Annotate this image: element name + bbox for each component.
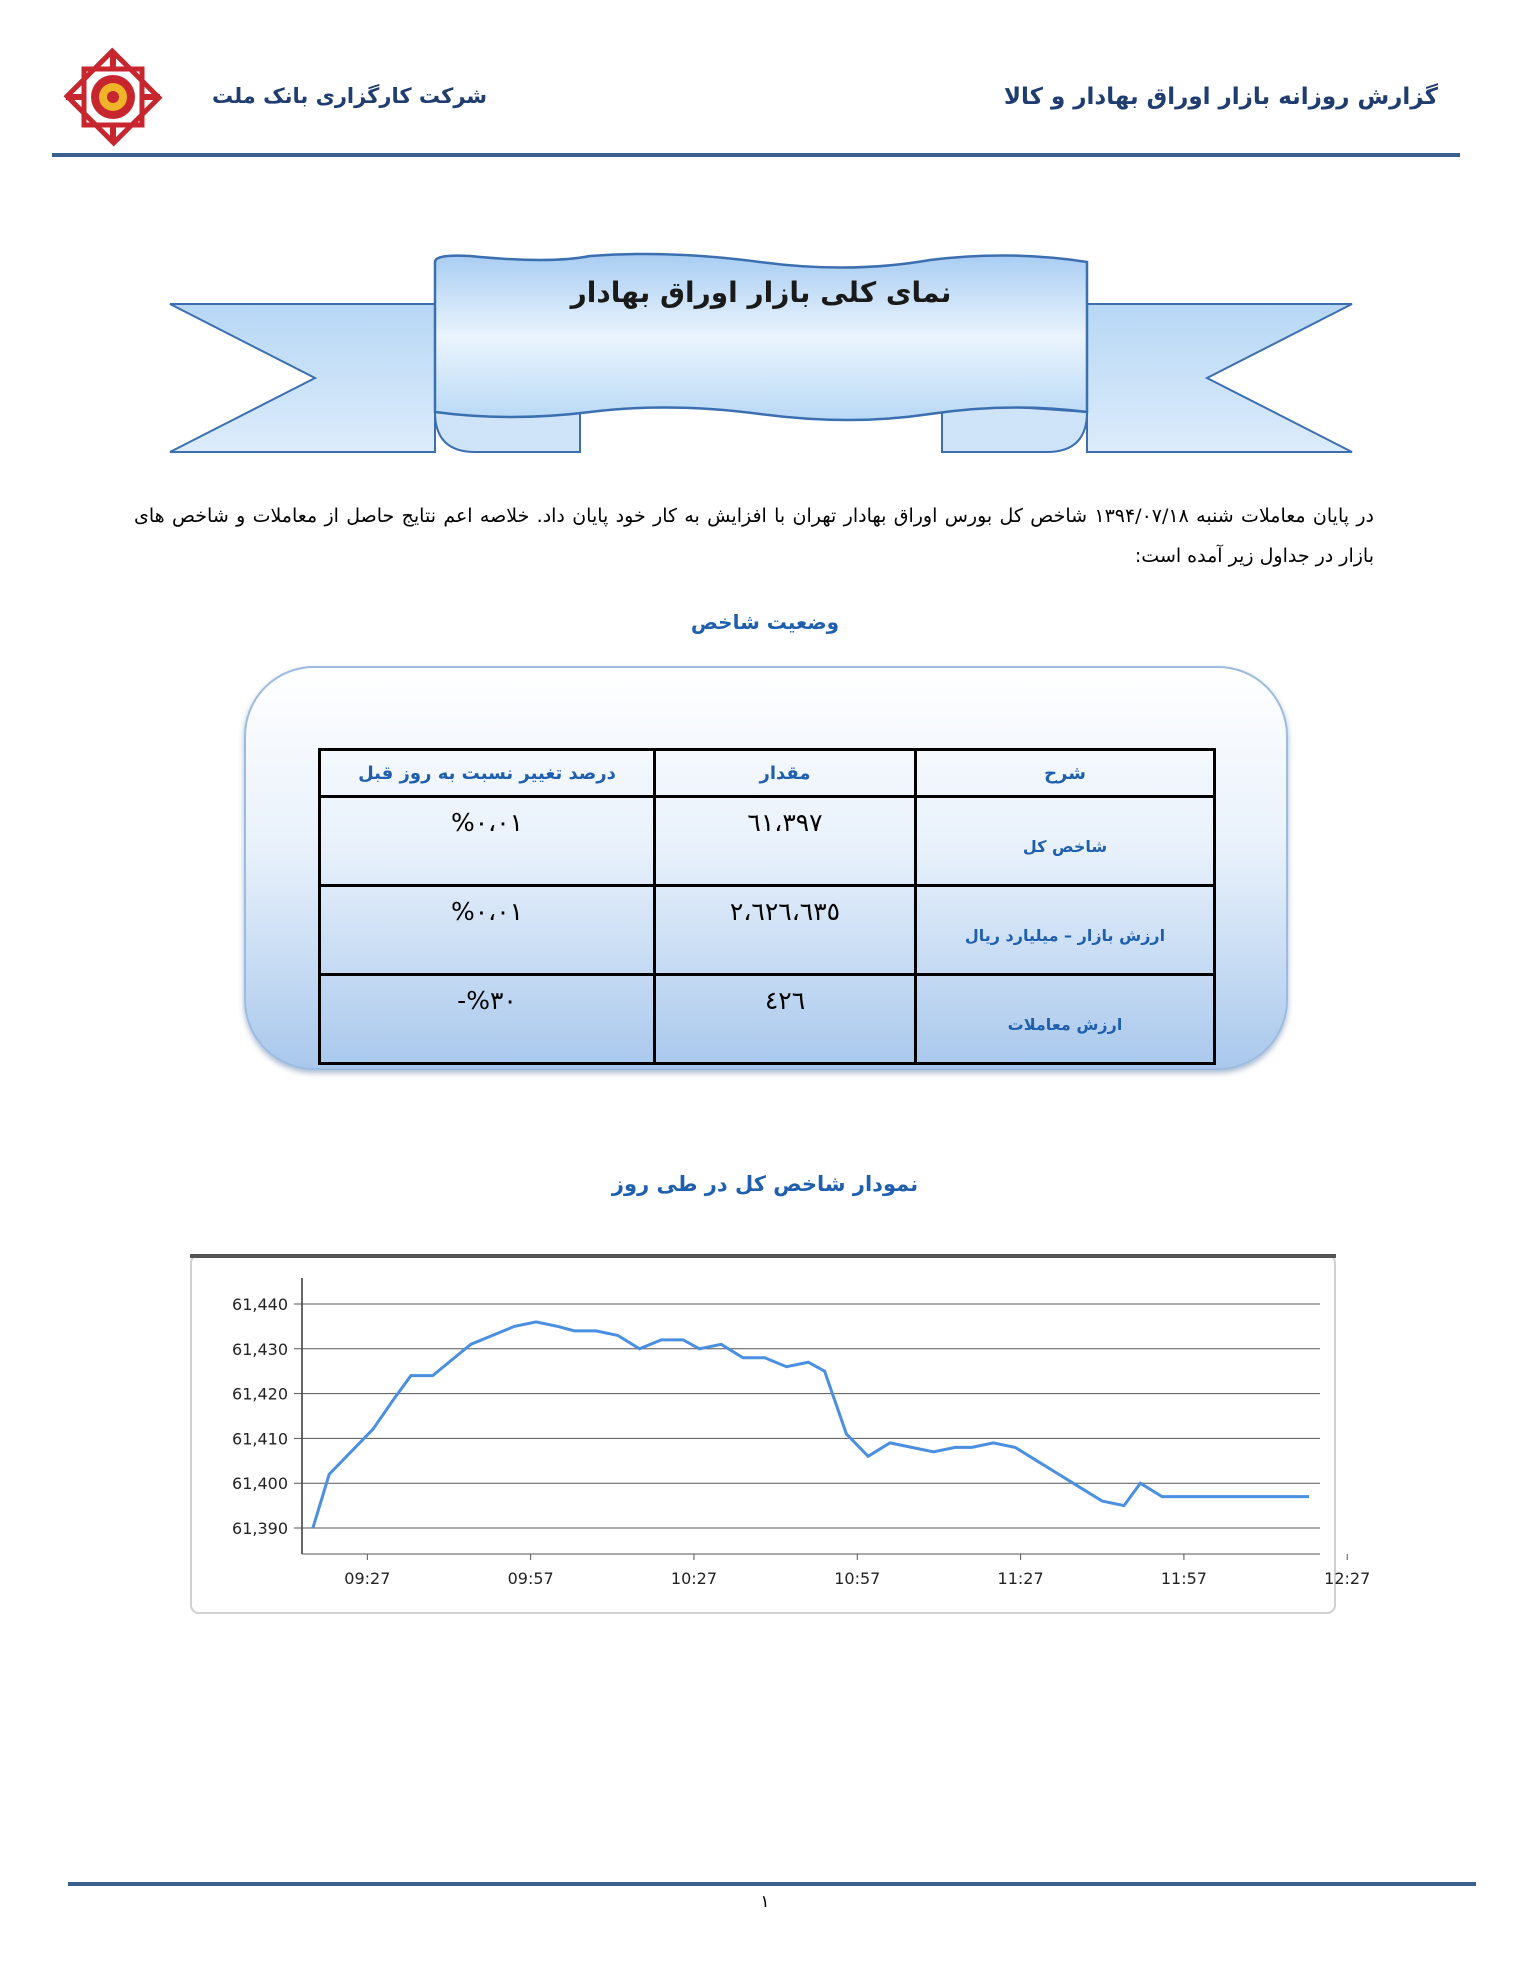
company-name: شرکت کارگزاری بانک ملت	[212, 84, 488, 108]
chart-border	[191, 1255, 1335, 1613]
row-value: ٤٢٦	[655, 975, 916, 1064]
x-tick-label: 10:27	[670, 1569, 718, 1588]
x-tick-label: 12:27	[1324, 1569, 1371, 1588]
row-value: ٢،٦٢٦،٦٣٥	[655, 886, 916, 975]
table-row	[320, 975, 1215, 1064]
x-tick-label: 11:27	[997, 1569, 1044, 1588]
y-tick-label: 61,410	[232, 1429, 288, 1449]
table-header-row	[320, 750, 1215, 797]
intraday-index-chart	[190, 1254, 1371, 1614]
row-desc: ارزش معاملات	[916, 975, 1215, 1064]
x-tick-label: 10:57	[834, 1569, 881, 1588]
row-desc: شاخص کل	[916, 797, 1215, 886]
y-tick-label: 61,430	[232, 1339, 288, 1359]
x-tick-label: 09:57	[507, 1569, 554, 1588]
banner-title: نمای کلی بازار اوراق بهادار	[570, 276, 952, 309]
header-divider	[52, 153, 1460, 157]
y-tick-label: 61,390	[232, 1519, 288, 1538]
row-value: ٦١،٣٩٧	[655, 797, 916, 886]
y-tick-label: 61,440	[232, 1295, 288, 1314]
index-status-table	[318, 748, 1216, 1065]
y-tick-label: 61,420	[232, 1384, 288, 1404]
header-value: مقدار	[655, 750, 916, 797]
y-tick-label: 61,400	[232, 1474, 288, 1494]
x-tick-label: 11:57	[1160, 1569, 1207, 1588]
table-row	[320, 797, 1215, 886]
x-tick-label: 09:27	[344, 1569, 391, 1588]
row-desc: ارزش بازار – میلیارد ریال	[916, 886, 1215, 975]
intro-paragraph: در پایان معاملات شنبه ۱۳۹۴/۰۷/۱۸ شاخص کل بورس اوراق بهادار تهران با افزایش به کار خود پایان داد. خلاصه اعم نتایج حاصل از معاملات و شاخص های بازار در جداول زیر آمده است:	[134, 505, 1374, 567]
company-logo	[60, 48, 166, 146]
index-status-title: وضعیت شاخص	[690, 610, 840, 634]
header-change: درصد تغییر نسبت به روز قبل	[320, 750, 655, 797]
row-change: %٠،٠١	[320, 797, 655, 886]
row-change: -%٣٠	[320, 975, 655, 1064]
row-change: %٠،٠١	[320, 886, 655, 975]
report-title: گزارش روزانه بازار اوراق بهادار و کالا	[1003, 84, 1438, 110]
section-banner	[170, 252, 1352, 462]
footer-divider	[68, 1882, 1476, 1886]
chart-title: نمودار شاخص کل در طی روز	[611, 1172, 919, 1196]
header-desc: شرح	[916, 750, 1215, 797]
table-row	[320, 886, 1215, 975]
page-number: ١	[760, 1892, 770, 1912]
